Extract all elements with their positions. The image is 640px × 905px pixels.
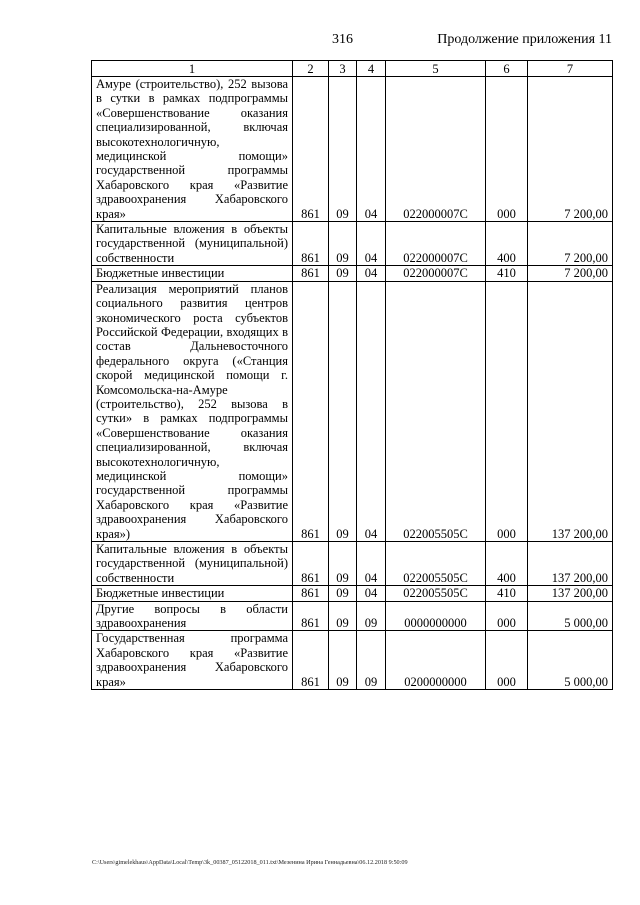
row-section-code: 09 [329, 281, 357, 541]
table-header-row [92, 61, 613, 77]
row-ministry-code: 861 [293, 542, 329, 586]
row-expense-type: 410 [486, 266, 528, 281]
row-target-code: 022005505С [386, 542, 486, 586]
row-expense-type: 410 [486, 586, 528, 601]
row-expense-type: 000 [486, 601, 528, 631]
row-target-code: 022005505С [386, 281, 486, 541]
row-amount: 137 200,00 [528, 542, 613, 586]
row-amount: 5 000,00 [528, 631, 613, 690]
column-header: 1 [92, 61, 293, 77]
row-amount: 5 000,00 [528, 601, 613, 631]
column-header: 6 [486, 61, 528, 77]
row-section-code: 09 [329, 266, 357, 281]
row-ministry-code: 861 [293, 601, 329, 631]
row-subsection-code: 09 [357, 601, 386, 631]
table-row [92, 586, 613, 601]
row-amount: 7 200,00 [528, 77, 613, 222]
table-row [92, 601, 613, 631]
row-subsection-code: 04 [357, 222, 386, 266]
row-name: Капитальные вложения в объекты государственной (муниципальной) собственности [92, 542, 293, 586]
table-row [92, 266, 613, 281]
page-number: 316 [332, 32, 353, 47]
row-subsection-code: 09 [357, 631, 386, 690]
column-header: 3 [329, 61, 357, 77]
row-name: Бюджетные инвестиции [92, 266, 293, 281]
column-header: 7 [528, 61, 613, 77]
row-amount: 137 200,00 [528, 281, 613, 541]
row-ministry-code: 861 [293, 77, 329, 222]
column-header: 2 [293, 61, 329, 77]
row-ministry-code: 861 [293, 586, 329, 601]
row-name: Амуре (строительство), 252 вызова в сутки в рамках подпрограммы «Совершенствование оказания специализированной, включая высокотехнологичную, медицинской помощи» государственной программы Хабаровского края «Развитие здравоохранения Хабаровского края» [92, 77, 293, 222]
row-ministry-code: 861 [293, 222, 329, 266]
column-header: 4 [357, 61, 386, 77]
row-section-code: 09 [329, 601, 357, 631]
table-row [92, 542, 613, 586]
table-row [92, 77, 613, 222]
row-name: Другие вопросы в области здравоохранения [92, 601, 293, 631]
row-expense-type: 400 [486, 222, 528, 266]
row-amount: 137 200,00 [528, 586, 613, 601]
budget-table [91, 60, 613, 690]
row-subsection-code: 04 [357, 586, 386, 601]
row-ministry-code: 861 [293, 631, 329, 690]
row-ministry-code: 861 [293, 281, 329, 541]
row-section-code: 09 [329, 586, 357, 601]
row-amount: 7 200,00 [528, 222, 613, 266]
row-expense-type: 400 [486, 542, 528, 586]
row-expense-type: 000 [486, 631, 528, 690]
row-subsection-code: 04 [357, 281, 386, 541]
row-target-code: 022000007С [386, 266, 486, 281]
row-section-code: 09 [329, 77, 357, 222]
row-expense-type: 000 [486, 77, 528, 222]
row-subsection-code: 04 [357, 542, 386, 586]
table-row [92, 281, 613, 541]
row-name: Капитальные вложения в объекты государственной (муниципальной) собственности [92, 222, 293, 266]
row-name: Реализация мероприятий планов социального развития центров экономического роста субъектов Российской Федерации, входящих в состав Дальневосточного федерального округа («Станция скорой медицинской помощи г. Комсомольска-на-Амуре (строительство), 252 вызова в сутки» в рамках подпрограммы «Совершенствование оказания специализированной, включая высокотехнологичную, медицинской помощи» государственной программы Хабаровского края «Развитие здравоохранения Хабаровского края») [92, 281, 293, 541]
row-target-code: 0000000000 [386, 601, 486, 631]
row-section-code: 09 [329, 222, 357, 266]
row-target-code: 022000007С [386, 222, 486, 266]
row-amount: 7 200,00 [528, 266, 613, 281]
row-target-code: 0200000000 [386, 631, 486, 690]
table-row [92, 222, 613, 266]
row-name: Государственная программа Хабаровского края «Развитие здравоохранения Хабаровского края» [92, 631, 293, 690]
row-expense-type: 000 [486, 281, 528, 541]
row-subsection-code: 04 [357, 77, 386, 222]
row-subsection-code: 04 [357, 266, 386, 281]
appendix-caption: Продолжение приложения 11 [437, 32, 612, 47]
table-row [92, 631, 613, 690]
row-name: Бюджетные инвестиции [92, 586, 293, 601]
row-target-code: 022000007С [386, 77, 486, 222]
row-section-code: 09 [329, 542, 357, 586]
file-path-footer: C:\Users\gimelekhaus\AppData\Local\Temp\3k_00387_05122018_011.txt\Мезенина Ирина Геннадьевна\06.12.2018 9:50:09 [92, 859, 408, 866]
row-target-code: 022005505С [386, 586, 486, 601]
column-header: 5 [386, 61, 486, 77]
row-ministry-code: 861 [293, 266, 329, 281]
row-section-code: 09 [329, 631, 357, 690]
